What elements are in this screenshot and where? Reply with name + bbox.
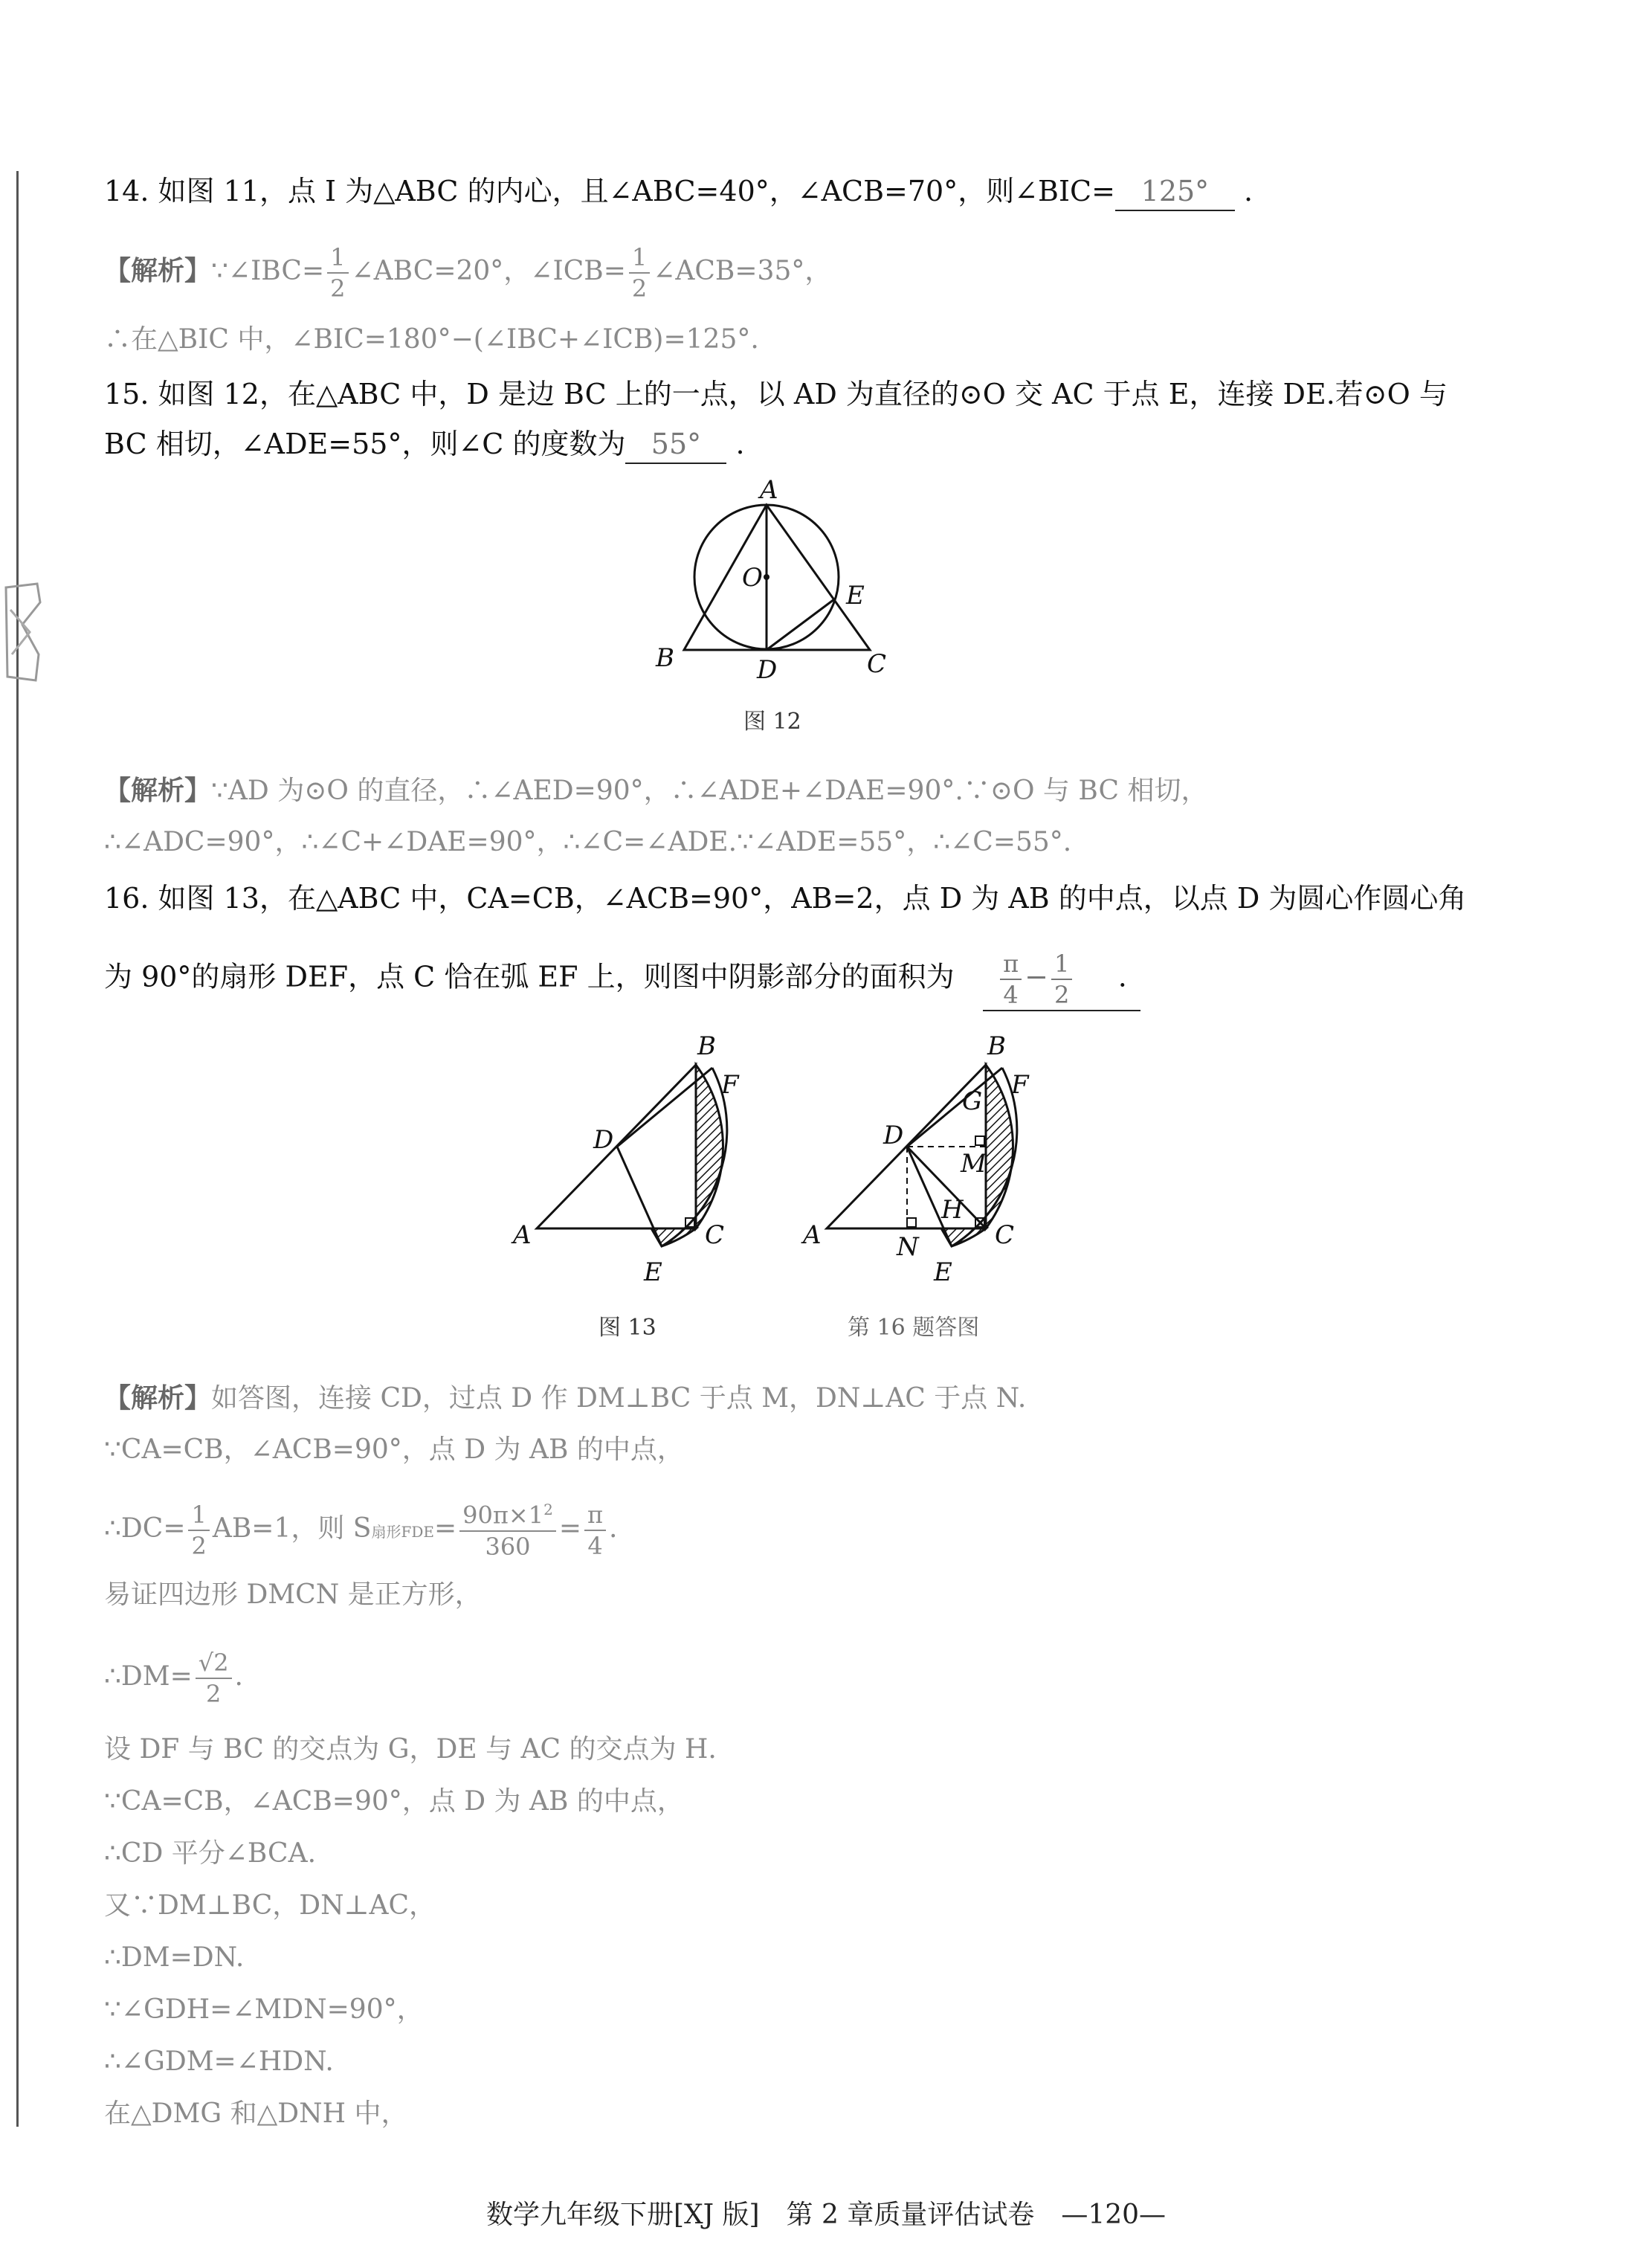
q16-solution-dm: ∴DM= $\frac{√2}{2}$ .	[104, 1649, 243, 1708]
shaded-region-right	[696, 1065, 723, 1228]
ans-label-c: C	[995, 1220, 1015, 1250]
q14-question: 14. 如图 11，点 I 为△ABC 的内心，且∠ABC=40°，∠ACB=70°，则∠BIC= 125° .	[104, 173, 1253, 211]
ans-label-h: H	[941, 1195, 964, 1225]
q16-solution-rest-3: 又∵DM⊥BC，DN⊥AC，	[104, 1890, 436, 1921]
q16-question-line1: 16. 如图 13，在△ABC 中，CA=CB，∠ACB=90°，AB=2，点 D 为 AB 的中点，以点 D 为圆心作圆心角	[104, 882, 1467, 915]
q15-question-line1: 15. 如图 12，在△ABC 中，D 是边 BC 上的一点，以 AD 为直径的⊙O 交 AC 于点 E，连接 DE.若⊙O 与	[104, 378, 1448, 410]
label-d: D	[757, 655, 778, 685]
triangle-abc	[684, 505, 870, 650]
segment-de	[767, 599, 834, 650]
fig13-label-a: A	[513, 1220, 532, 1250]
q16-solution-rest-4: ∴DM=DN.	[104, 1942, 245, 1973]
fig13-label-b: B	[697, 1031, 716, 1061]
q14-answer-blank: 125°	[1115, 173, 1235, 211]
answer-shaded-right	[986, 1065, 1013, 1228]
fig13-label-c: C	[705, 1220, 725, 1250]
q16-solution-rest-7: 在△DMG 和△DNH 中，	[104, 2098, 408, 2129]
figure-12-caption: 图 12	[743, 709, 801, 735]
q15-question-line2: BC 相切，∠ADE=55°，则∠C 的度数为 55° .	[104, 425, 745, 464]
fig13-label-d: D	[593, 1125, 614, 1155]
ans-label-g: G	[962, 1086, 983, 1116]
binding-margin-line	[16, 171, 19, 2127]
q16-solution-rest-2: ∴CD 平分∠BCA.	[104, 1838, 317, 1869]
q16-solution-rest-6: ∴∠GDM=∠HDN.	[104, 2046, 334, 2077]
q15-solution-line1: 【解析】∵AD 为⊙O 的直径，∴∠AED=90°，∴∠ADE+∠DAE=90°.∵⊙O 与 BC 相切，	[104, 775, 1208, 806]
ans-label-f: F	[1011, 1070, 1029, 1100]
label-c: C	[867, 649, 887, 679]
q16-solution-line1: 【解析】如答图，连接 CD，过点 D 作 DM⊥BC 于点 M，DN⊥AC 于点 N.	[104, 1382, 1027, 1414]
answer-figure-caption: 第 16 题答图	[848, 1315, 980, 1341]
q16-solution-dc-line: ∴DC= $\frac{1}{2}$ AB=1，则 S扇形FDE= $\frac{90\pi\times 1^2}{360}$ = $\frac{\pi}{4}$ .	[104, 1500, 618, 1561]
q16-answer-underline	[983, 1010, 1140, 1011]
binding-mark	[0, 580, 43, 684]
figure-12	[639, 476, 907, 692]
triangle-abc-13	[537, 1065, 696, 1228]
q16-question-line2: 为 90°的扇形 DEF，点 C 恰在弧 EF 上，则图中阴影部分的面积为 $\frac{\pi}{4}$ − $\frac{1}{2}$ .	[104, 950, 1127, 1009]
right-angle-m	[975, 1136, 984, 1145]
page-footer: 数学九年级下册[XJ 版] 第 2 章质量评估试卷 —120—	[485, 2200, 1167, 2230]
center-point-o	[764, 574, 769, 580]
q16-answer-blank: $\frac{\pi}{4}$ − $\frac{1}{2}$	[964, 952, 1109, 1007]
ans-label-a: A	[803, 1220, 822, 1250]
ans-label-b: B	[987, 1031, 1006, 1061]
q14-solution-line1: 【解析】∵∠IBC= $\frac{1}{2}$ ∠ABC=20°，∠ICB= $\frac{1}{2}$ ∠ACB=35°，	[104, 243, 832, 303]
ans-label-n: N	[897, 1232, 919, 1262]
q16-solution-rest-5: ∵∠GDH=∠MDN=90°，	[104, 1994, 424, 2025]
q16-solution-rest-0: 设 DF 与 BC 的交点为 G，DE 与 AC 的交点为 H.	[104, 1734, 717, 1765]
fig13-label-f: F	[721, 1070, 739, 1100]
q15-answer-blank: 55°	[625, 425, 726, 464]
q16-solution-line2: ∵CA=CB，∠ACB=90°，点 D 为 AB 的中点，	[104, 1434, 684, 1465]
ans-label-d: D	[883, 1121, 904, 1150]
figure-13	[506, 1019, 788, 1294]
figure-13-caption: 图 13	[598, 1315, 656, 1341]
fig13-label-e: E	[644, 1257, 662, 1287]
q16-solution-rest-1: ∵CA=CB，∠ACB=90°，点 D 为 AB 的中点，	[104, 1786, 684, 1817]
label-o: O	[742, 563, 763, 593]
figure-q16-answer	[796, 1019, 1078, 1294]
ans-label-e: E	[934, 1257, 952, 1287]
right-angle-n	[907, 1218, 916, 1227]
label-a: A	[760, 476, 778, 505]
q14-solution-line2: ∴在△BIC 中，∠BIC=180°−(∠IBC+∠ICB)=125°.	[104, 324, 759, 355]
label-e: E	[846, 581, 865, 611]
q16-solution-square: 易证四边形 DMCN 是正方形，	[104, 1579, 482, 1610]
q15-solution-line2: ∴∠ADC=90°，∴∠C+∠DAE=90°，∴∠C=∠ADE.∵∠ADE=55°，∴∠C=55°.	[104, 827, 1072, 857]
label-b: B	[656, 643, 674, 673]
ans-label-m: M	[961, 1149, 987, 1179]
radius-de	[617, 1147, 662, 1246]
